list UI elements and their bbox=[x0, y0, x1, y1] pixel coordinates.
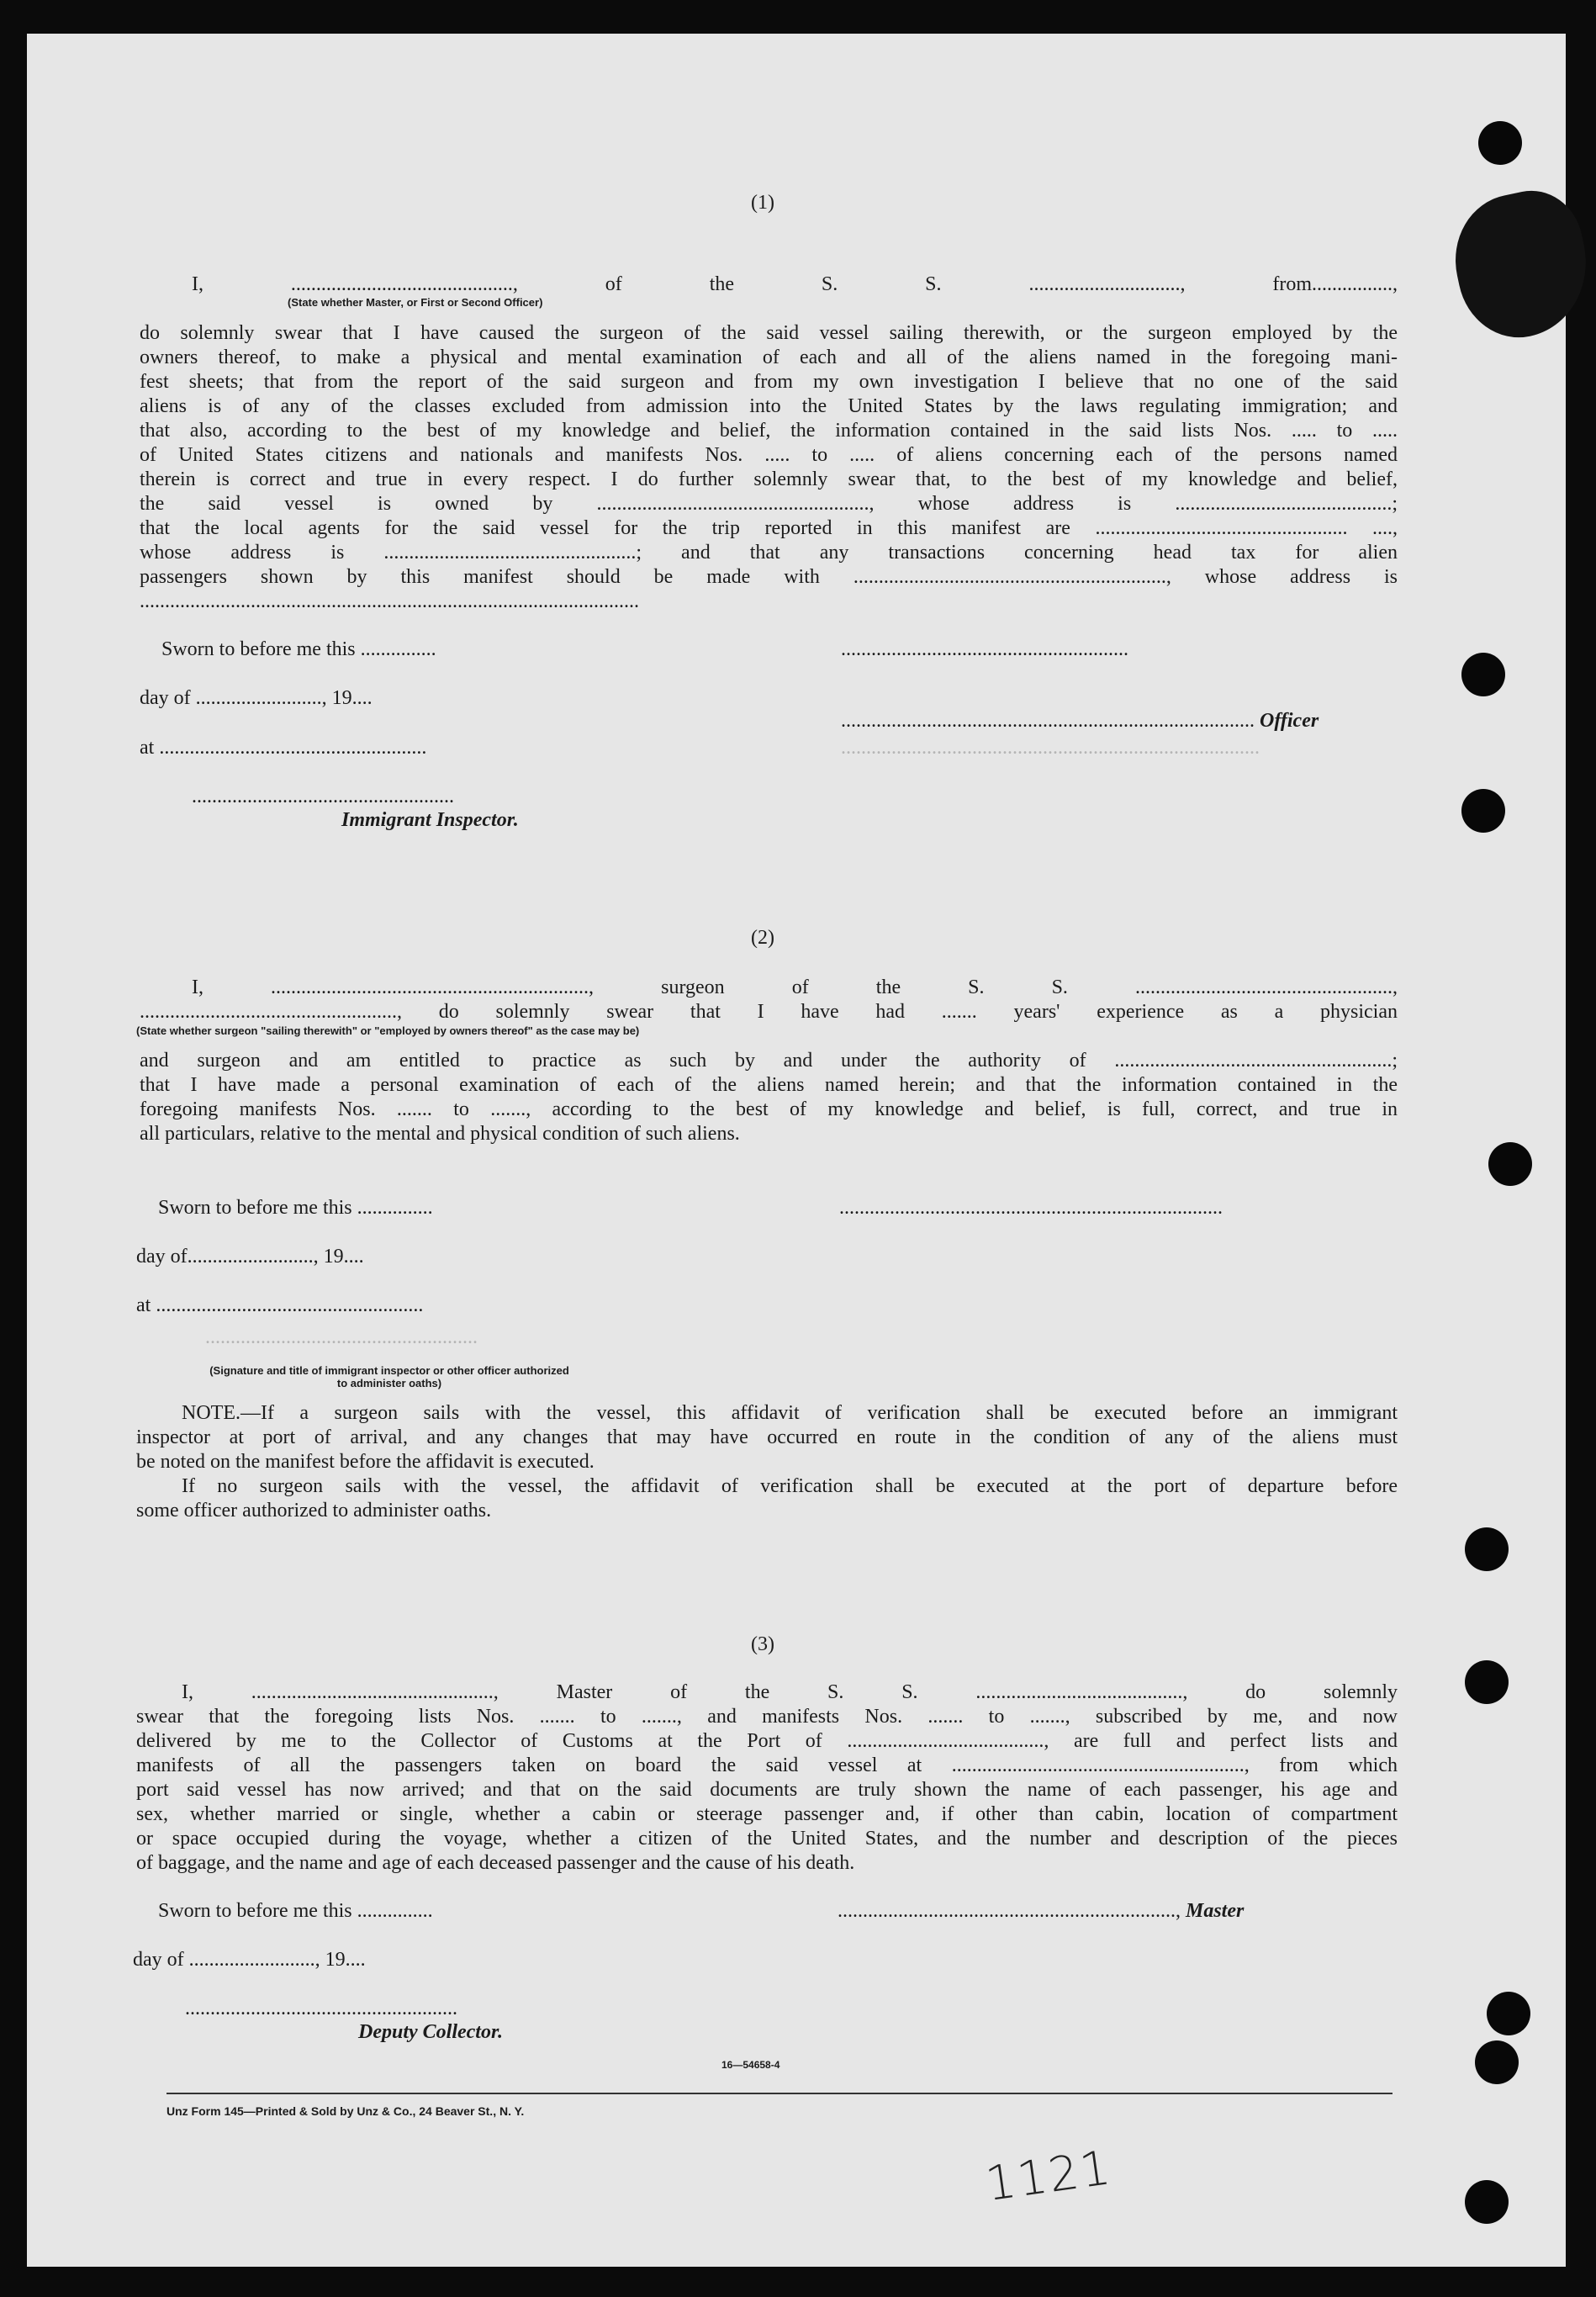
section-3-line: manifests of all the passengers taken on board the said vessel at .........................................................., from which bbox=[136, 1755, 1398, 1776]
section-1-line: aliens is of any of the classes excluded from admission into the United States by the laws regulating immigration; and bbox=[140, 395, 1398, 417]
section-3-line: swear that the foregoing lists Nos. ....... to ......., and manifests Nos. ....... to ......., subscribed by me, and now bbox=[136, 1706, 1398, 1728]
section-1-line: that the local agents for the said vessel for the trip reported in this manifest are .................................................. ...., bbox=[140, 517, 1398, 539]
note-line: some officer authorized to administer oaths. bbox=[136, 1500, 492, 1522]
section-1-officer-line-2: ................................................................................... bbox=[841, 737, 1260, 759]
section-2-line: all particulars, relative to the mental and physical condition of such aliens. bbox=[140, 1123, 740, 1145]
section-3-day: day of ........................., 19.... bbox=[133, 1949, 366, 1971]
handwritten-number: 1121 bbox=[982, 2140, 1116, 2213]
section-3-collector-label: Deputy Collector. bbox=[358, 2021, 503, 2043]
section-1-line1: I, ............................................, of the S. S. .............................., from................, bbox=[192, 273, 1398, 295]
section-2-line: foregoing manifests Nos. ....... to ......., according to the best of my knowledge and belief, is full, correct, and true in bbox=[140, 1098, 1398, 1120]
form-code: 16—54658-4 bbox=[721, 2059, 780, 2071]
section-3-collector-line: ...................................................... bbox=[185, 1998, 457, 2019]
document-page bbox=[27, 34, 1566, 2267]
punch-hole bbox=[1465, 1527, 1509, 1571]
punch-hole bbox=[1461, 653, 1505, 696]
section-2-line: that I have made a personal examination of each of the aliens named herein; and that the information contained in the bbox=[140, 1074, 1398, 1096]
section-1-officer-label: Officer bbox=[1260, 710, 1319, 732]
section-2-sig-line: ...................................................... bbox=[205, 1326, 478, 1348]
punch-hole bbox=[1475, 2040, 1519, 2084]
section-1-officer-dots: .................................................................................. bbox=[841, 710, 1255, 732]
note-line: If no surgeon sails with the vessel, the affidavit of verification shall be executed at the port of departure before bbox=[182, 1475, 1398, 1497]
section-3-sworn: Sworn to before me this ............... bbox=[158, 1900, 433, 1922]
section-3-line: port said vessel has now arrived; and that on the said documents are truly shown the name of each passenger, his age and bbox=[136, 1779, 1398, 1801]
section-3-line: sex, whether married or single, whether a cabin or steerage passenger and, if other than cabin, location of compartment bbox=[136, 1803, 1398, 1825]
section-1-line: ................................................................................................... bbox=[140, 590, 639, 612]
footer-printer-note: Unz Form 145—Printed & Sold by Unz & Co., 24 Beaver St., N. Y. bbox=[166, 2104, 525, 2118]
section-1-sworn: Sworn to before me this ............... bbox=[161, 638, 436, 660]
section-2-day: day of........................., 19.... bbox=[136, 1246, 364, 1268]
punch-hole bbox=[1465, 2180, 1509, 2224]
section-3-number: (3) bbox=[751, 1633, 774, 1655]
section-1-caption: (State whether Master, or First or Second Officer) bbox=[288, 296, 543, 309]
section-1-line: that also, according to the best of my knowledge and belief, the information contained in the said lists Nos. ..... to ..... bbox=[140, 420, 1398, 442]
section-1-line: whose address is ..................................................; and that any transactions concerning head tax for alien bbox=[140, 542, 1398, 564]
note-line: be noted on the manifest before the affidavit is executed. bbox=[136, 1451, 595, 1473]
ink-blot bbox=[1443, 182, 1596, 349]
punch-hole bbox=[1487, 1992, 1530, 2035]
section-1-inspector-line: .................................................... bbox=[192, 786, 454, 807]
note-line: NOTE.—If a surgeon sails with the vessel, this affidavit of verification shall be executed before an immigrant bbox=[182, 1402, 1398, 1424]
section-2-caption: (State whether surgeon "sailing therewith" or "employed by owners thereof" as the case may be) bbox=[136, 1024, 640, 1037]
section-1-day: day of ........................., 19.... bbox=[140, 687, 373, 709]
section-1-line: the said vessel is owned by ......................................................, whose address is ...........................................; bbox=[140, 493, 1398, 515]
section-1-inspector-label: Immigrant Inspector. bbox=[341, 809, 519, 831]
section-2-at: at ..................................................... bbox=[136, 1294, 424, 1316]
section-1-line: fest sheets; that from the report of the said surgeon and from my own investigation I believe that no one of the said bbox=[140, 371, 1398, 393]
section-3-line: of baggage, and the name and age of each deceased passenger and the cause of his death. bbox=[136, 1852, 855, 1874]
section-2-line2: ..................................................., do solemnly swear that I have had ....... years' experience as a physician bbox=[140, 1001, 1398, 1023]
section-3-master-line bbox=[838, 1899, 1244, 1924]
section-2-sworn: Sworn to before me this ............... bbox=[158, 1197, 433, 1219]
section-1-number: (1) bbox=[751, 192, 774, 214]
bleed-through-text bbox=[1112, 101, 1145, 172]
section-3-master-dots: ..................................................................., bbox=[838, 1900, 1181, 1922]
punch-hole bbox=[1488, 1142, 1532, 1186]
section-1-at: at ..................................................... bbox=[140, 737, 427, 759]
footer-rule bbox=[166, 2093, 1393, 2094]
section-2-sig-right: ............................................................................ bbox=[839, 1197, 1223, 1219]
section-1-line: passengers shown by this manifest should be made with .............................................................., whose address is bbox=[140, 566, 1398, 588]
note-line: inspector at port of arrival, and any changes that may have occurred en route in the condition of any of the aliens must bbox=[136, 1426, 1398, 1448]
section-2-number: (2) bbox=[751, 927, 774, 949]
section-1-line: do solemnly swear that I have caused the surgeon of the said vessel sailing therewith, or the surgeon employed by the bbox=[140, 322, 1398, 344]
section-2-line: and surgeon and am entitled to practice as such by and under the authority of .......................................................; bbox=[140, 1050, 1398, 1072]
section-3-line: or space occupied during the voyage, whether a citizen of the United States, and the number and description of the pieces bbox=[136, 1828, 1398, 1850]
section-3-line: I, ................................................, Master of the S. S. ........................................., do solemnly bbox=[182, 1681, 1398, 1703]
punch-hole bbox=[1465, 1660, 1509, 1704]
section-1-line: owners thereof, to make a physical and mental examination of each and all of the aliens named in the foregoing mani- bbox=[140, 347, 1398, 368]
section-2-sig-caption: (Signature and title of immigrant inspector or other officer authorized to administer oaths) bbox=[209, 1364, 569, 1389]
section-1-line: of United States citizens and nationals and manifests Nos. ..... to ..... of aliens concerning each of the persons named bbox=[140, 444, 1398, 466]
punch-hole bbox=[1461, 789, 1505, 833]
section-1-sig-line: ......................................................... bbox=[841, 638, 1128, 660]
section-2-line1: I, ..............................................................., surgeon of the S. S. ..................................................., bbox=[192, 976, 1398, 998]
section-1-line: therein is correct and true in every respect. I do further solemnly swear that, to the best of my knowledge and belief, bbox=[140, 468, 1398, 490]
punch-hole bbox=[1478, 121, 1522, 165]
section-1-officer-line bbox=[841, 709, 1319, 733]
section-3-master-label: Master bbox=[1186, 1900, 1245, 1922]
section-3-line: delivered by me to the Collector of Customs at the Port of ......................................., are full and perfect lists and bbox=[136, 1730, 1398, 1752]
